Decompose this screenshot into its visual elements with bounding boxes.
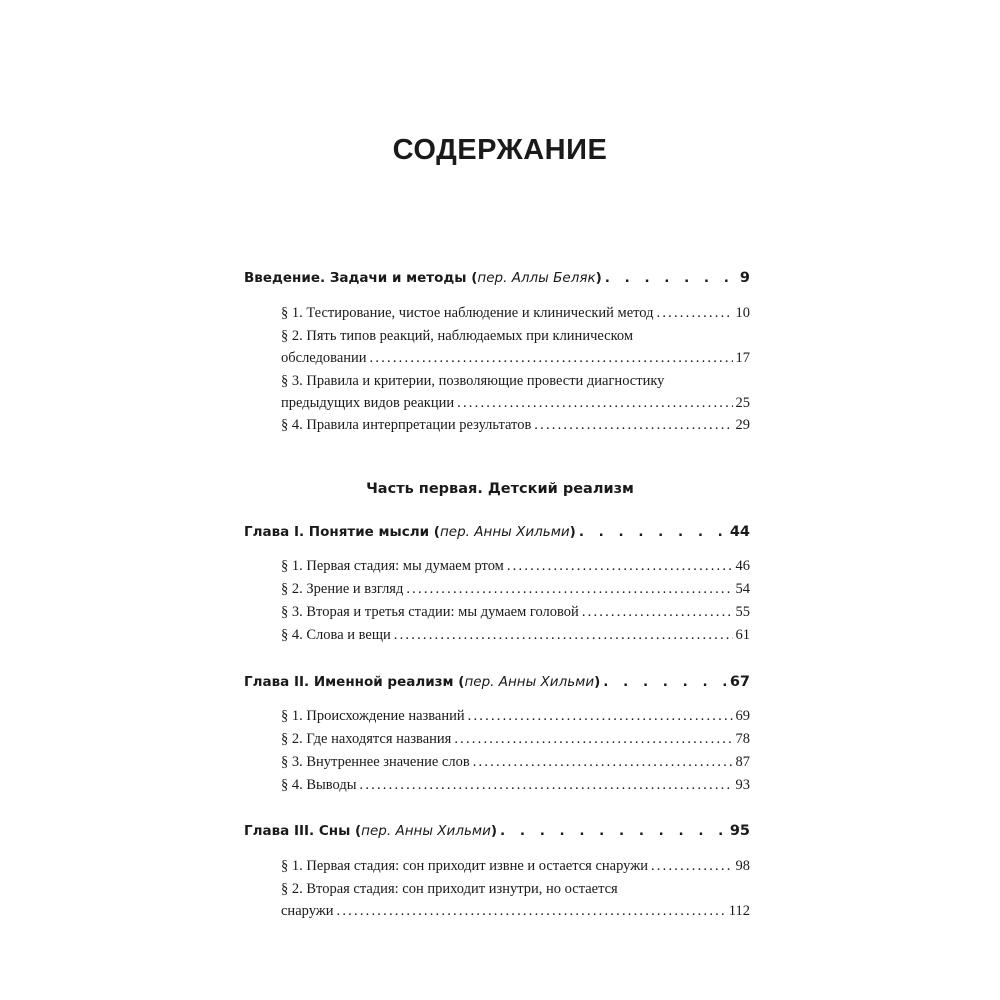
toc-section[interactable] xyxy=(281,417,750,434)
toc-section[interactable] xyxy=(281,903,750,920)
translator-credit: пер. Аллы Беляк xyxy=(477,270,596,286)
entry-title: Глава I. Понятие мысли xyxy=(244,524,430,540)
dot-leader xyxy=(579,524,727,540)
toc-section[interactable] xyxy=(281,708,750,725)
section-title: § 1. Первая стадия: мы думаем ртом xyxy=(281,558,504,574)
page-number: 112 xyxy=(728,903,750,919)
section-title: § 2. Зрение и взгляд xyxy=(281,581,404,597)
section-title-line1: § 2. Вторая стадия: сон приходит изнутри, но остается xyxy=(281,881,618,897)
page-number: 25 xyxy=(735,395,750,411)
entry-title: Глава II. Именной реализм xyxy=(244,674,454,690)
dot-leader xyxy=(370,350,733,367)
toc-section[interactable] xyxy=(281,558,750,575)
dot-leader xyxy=(651,858,733,875)
toc-section[interactable] xyxy=(281,395,750,412)
toc-entry-chapter-1[interactable]: Глава I. Понятие мысли (пер. Анны Хильми) . . . 44 xyxy=(244,524,750,540)
dot-leader xyxy=(500,823,727,839)
translator-credit: пер. Анны Хильми xyxy=(361,823,491,839)
section-title: § 4. Правила интерпретации результатов xyxy=(281,417,532,433)
toc-section[interactable] xyxy=(281,350,750,367)
section-title: § 4. Слова и вещи xyxy=(281,627,391,643)
translator-credit: пер. Анны Хильми xyxy=(439,524,570,540)
page-number: 95 xyxy=(729,823,750,839)
toc-section[interactable] xyxy=(281,604,750,621)
dot-leader xyxy=(454,731,732,748)
toc-section[interactable] xyxy=(281,777,750,794)
page-number: 17 xyxy=(735,350,750,366)
section-title: § 3. Внутреннее значение слов xyxy=(281,754,470,770)
dot-leader xyxy=(406,581,732,598)
dot-leader xyxy=(394,627,733,644)
section-title-line1: § 3. Правила и критерии, позволяющие провести диагностику xyxy=(281,373,665,389)
toc-section[interactable] xyxy=(281,581,750,598)
page-number: 98 xyxy=(735,858,750,874)
dot-leader xyxy=(657,305,733,322)
dot-leader xyxy=(582,604,733,621)
dot-leader xyxy=(473,754,733,771)
page-number: 55 xyxy=(735,604,750,620)
toc-section[interactable] xyxy=(281,305,750,322)
toc-entry-introduction[interactable]: Введение. Задачи и методы (пер. Аллы Беляк) . . . 9 xyxy=(244,270,750,286)
page-number: 54 xyxy=(735,581,750,597)
dot-leader xyxy=(337,903,726,920)
entry-title: Глава III. Сны xyxy=(244,823,351,839)
section-title: § 3. Вторая и третья стадии: мы думаем головой xyxy=(281,604,579,620)
page-number: 93 xyxy=(735,777,750,793)
page-number: 9 xyxy=(739,270,750,286)
page-number: 46 xyxy=(735,558,750,574)
dot-leader xyxy=(360,777,733,794)
toc-entry-chapter-2[interactable]: Глава II. Именной реализм (пер. Анны Хильми) . . . 67 xyxy=(244,674,750,690)
section-title: снаружи xyxy=(281,903,334,919)
dot-leader xyxy=(507,558,733,575)
dot-leader xyxy=(534,417,732,434)
dot-leader xyxy=(603,674,727,690)
toc-entry-chapter-3[interactable]: Глава III. Сны (пер. Анны Хильми) . . . 95 xyxy=(244,823,750,839)
section-title: § 1. Тестирование, чистое наблюдение и клинический метод xyxy=(281,305,654,321)
translator-credit: пер. Анны Хильми xyxy=(464,674,595,690)
toc-section[interactable] xyxy=(281,627,750,644)
page-number: 78 xyxy=(735,731,750,747)
page-title: СОДЕРЖАНИЕ xyxy=(392,134,608,166)
section-title: предыдущих видов реакции xyxy=(281,395,455,411)
toc-section[interactable] xyxy=(281,858,750,875)
section-title: обследовании xyxy=(281,350,367,366)
section-title-line1: § 2. Пять типов реакций, наблюдаемых при клиническом xyxy=(281,328,634,344)
dot-leader xyxy=(457,395,732,412)
section-title: § 1. Происхождение названий xyxy=(281,708,465,724)
section-title: § 1. Первая стадия: сон приходит извне и остается снаружи xyxy=(281,858,648,874)
entry-title: Введение. Задачи и методы xyxy=(244,270,467,286)
toc-section[interactable] xyxy=(281,731,750,748)
dot-leader xyxy=(468,708,733,725)
page-number: 10 xyxy=(735,305,750,321)
section-title: § 4. Выводы xyxy=(281,777,357,793)
section-title: § 2. Где находятся названия xyxy=(281,731,452,747)
page-number: 87 xyxy=(735,754,750,770)
part-heading: Часть первая. Детский реализм xyxy=(366,481,634,497)
page-number: 29 xyxy=(735,417,750,433)
page-number: 67 xyxy=(729,674,750,690)
page-number: 69 xyxy=(735,708,750,724)
dot-leader xyxy=(605,270,737,286)
page-number: 44 xyxy=(729,524,750,540)
toc-section[interactable] xyxy=(281,754,750,771)
page-number: 61 xyxy=(735,627,750,643)
